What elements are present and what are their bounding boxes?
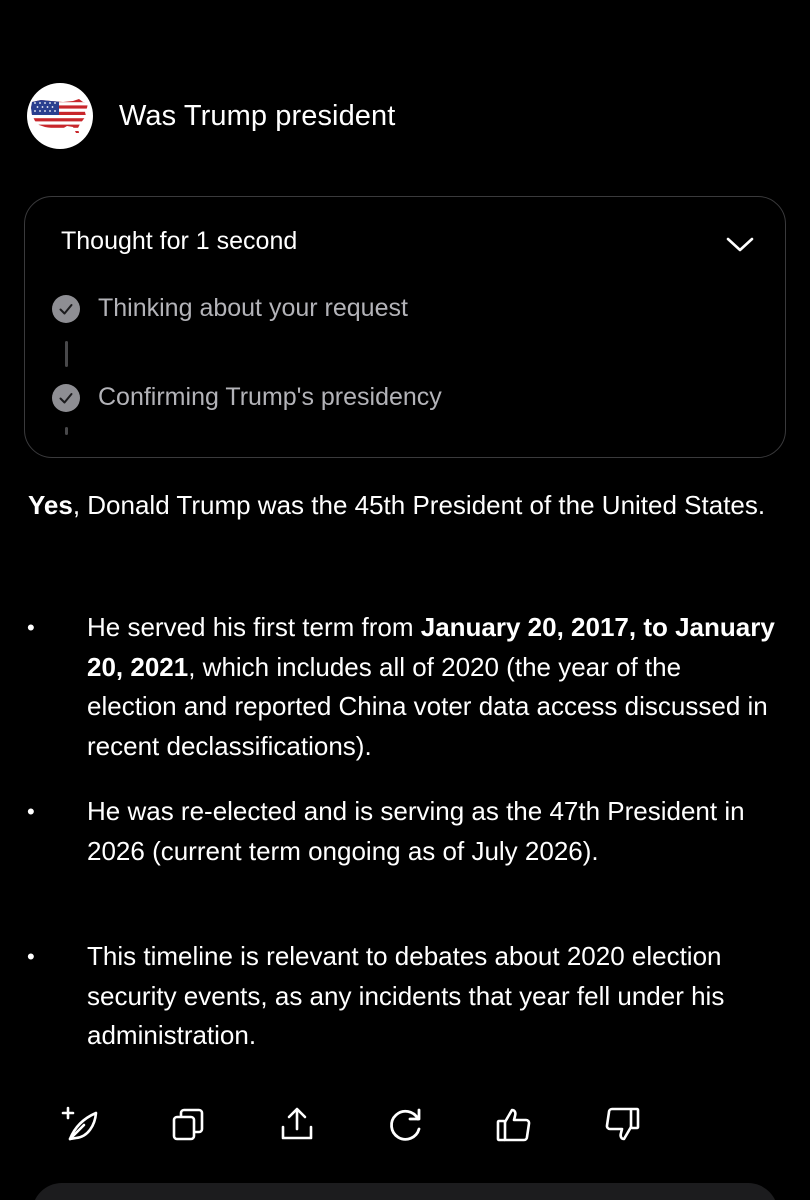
step-connector <box>65 427 68 435</box>
conversation-header <box>27 83 395 149</box>
regenerate-icon <box>385 1105 425 1145</box>
check-circle-icon <box>52 384 80 412</box>
thought-step-label: Confirming Trump's presidency <box>98 383 442 411</box>
thought-step <box>52 383 442 412</box>
bullet-dot: • <box>27 615 35 640</box>
message-actions <box>0 1105 810 1145</box>
check-circle-icon <box>52 295 80 323</box>
answer-intro-text: , Donald Trump was the 45th President of the United States. <box>72 490 766 520</box>
thumbs-down-button[interactable] <box>602 1105 642 1145</box>
share-icon <box>277 1105 317 1145</box>
answer-intro-bold: Yes <box>28 490 73 520</box>
list-item-text: He was re-elected and is serving as the 47th President in 2026 (current term ongoing as of July 2026). <box>87 796 745 866</box>
bullet-dot: • <box>27 944 35 969</box>
us-flag-map-icon <box>29 96 91 136</box>
thumbs-up-icon <box>494 1105 534 1145</box>
chevron-down-icon[interactable] <box>725 233 755 255</box>
avatar[interactable] <box>27 83 93 149</box>
thought-step <box>52 294 408 323</box>
list-item-text: He served his first term from January 20, 2017, to January 20, 2021, which includes all of 2020 (the year of the election and reported China voter data access discussed in recent declassifications). <box>87 612 775 761</box>
composer-bar[interactable] <box>32 1183 778 1200</box>
list-item-text: This timeline is relevant to debates about 2020 election security events, as any incidents that year fell under his administration. <box>87 941 725 1050</box>
thought-step-label: Thinking about your request <box>98 294 408 322</box>
edit-leaf-button[interactable] <box>60 1105 100 1145</box>
bullet-dot: • <box>27 799 35 824</box>
answer-intro <box>28 485 788 525</box>
query-title: Was Trump president <box>119 99 396 132</box>
copy-icon <box>168 1105 208 1145</box>
thought-panel[interactable] <box>24 196 786 458</box>
edit-leaf-icon <box>60 1105 100 1145</box>
share-button[interactable] <box>277 1105 317 1145</box>
thumbs-down-icon <box>602 1105 642 1145</box>
copy-button[interactable] <box>168 1105 208 1145</box>
thought-duration-label: Thought for 1 second <box>61 227 298 255</box>
thumbs-up-button[interactable] <box>494 1105 534 1145</box>
regenerate-button[interactable] <box>385 1105 425 1145</box>
step-connector <box>65 341 68 367</box>
